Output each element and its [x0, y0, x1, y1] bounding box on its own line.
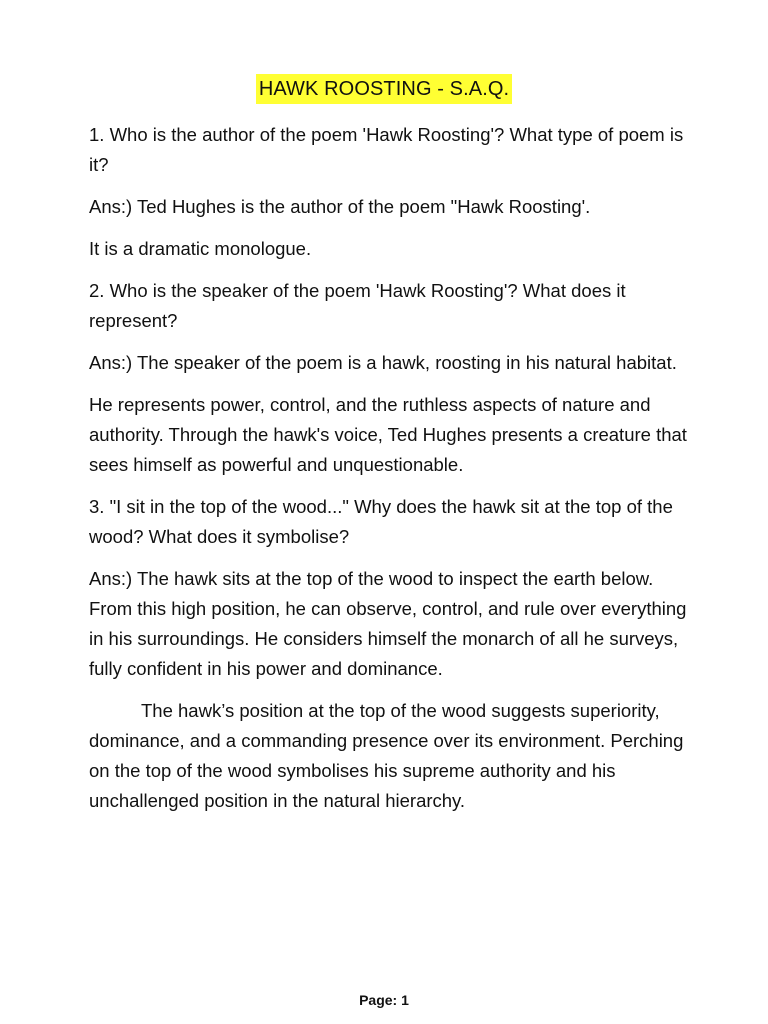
answer-2-continued: He represents power, control, and the ruthless aspects of nature and authority. Through the hawk's voice, Ted Hughes presents a creature that sees himself as powerful and unquestionable.: [89, 394, 687, 475]
answer-1-continued: It is a dramatic monologue.: [89, 238, 312, 259]
page-number: Page: 1: [359, 992, 409, 1008]
question-3: 3. "I sit in the top of the wood..." Why does the hawk sit at the top of the wood? What does it symbolise?: [89, 496, 673, 547]
document-title: HAWK ROOSTING - S.A.Q.: [256, 74, 512, 104]
question-2: 2. Who is the speaker of the poem 'Hawk Roosting'? What does it represent?: [89, 280, 626, 331]
document-body: [89, 120, 689, 828]
title-container: [0, 74, 768, 104]
answer-3-continued: The hawk’s position at the top of the wood suggests superiority, dominance, and a commanding presence over its environment. Perching on the top of the wood symbolises his supreme authority and his unchallenged position in the natural hierarchy.: [89, 700, 684, 811]
answer-3: Ans:) The hawk sits at the top of the wood to inspect the earth below. From this high position, he can observe, control, and rule over everything in his surroundings. He considers himself the monarch of all he surveys, fully confident in his power and dominance.: [89, 568, 687, 679]
question-1: 1. Who is the author of the poem 'Hawk Roosting'? What type of poem is it?: [89, 124, 684, 175]
answer-2: Ans:) The speaker of the poem is a hawk, roosting in his natural habitat.: [89, 352, 677, 373]
answer-1: Ans:) Ted Hughes is the author of the poem "Hawk Roosting'.: [89, 196, 591, 217]
